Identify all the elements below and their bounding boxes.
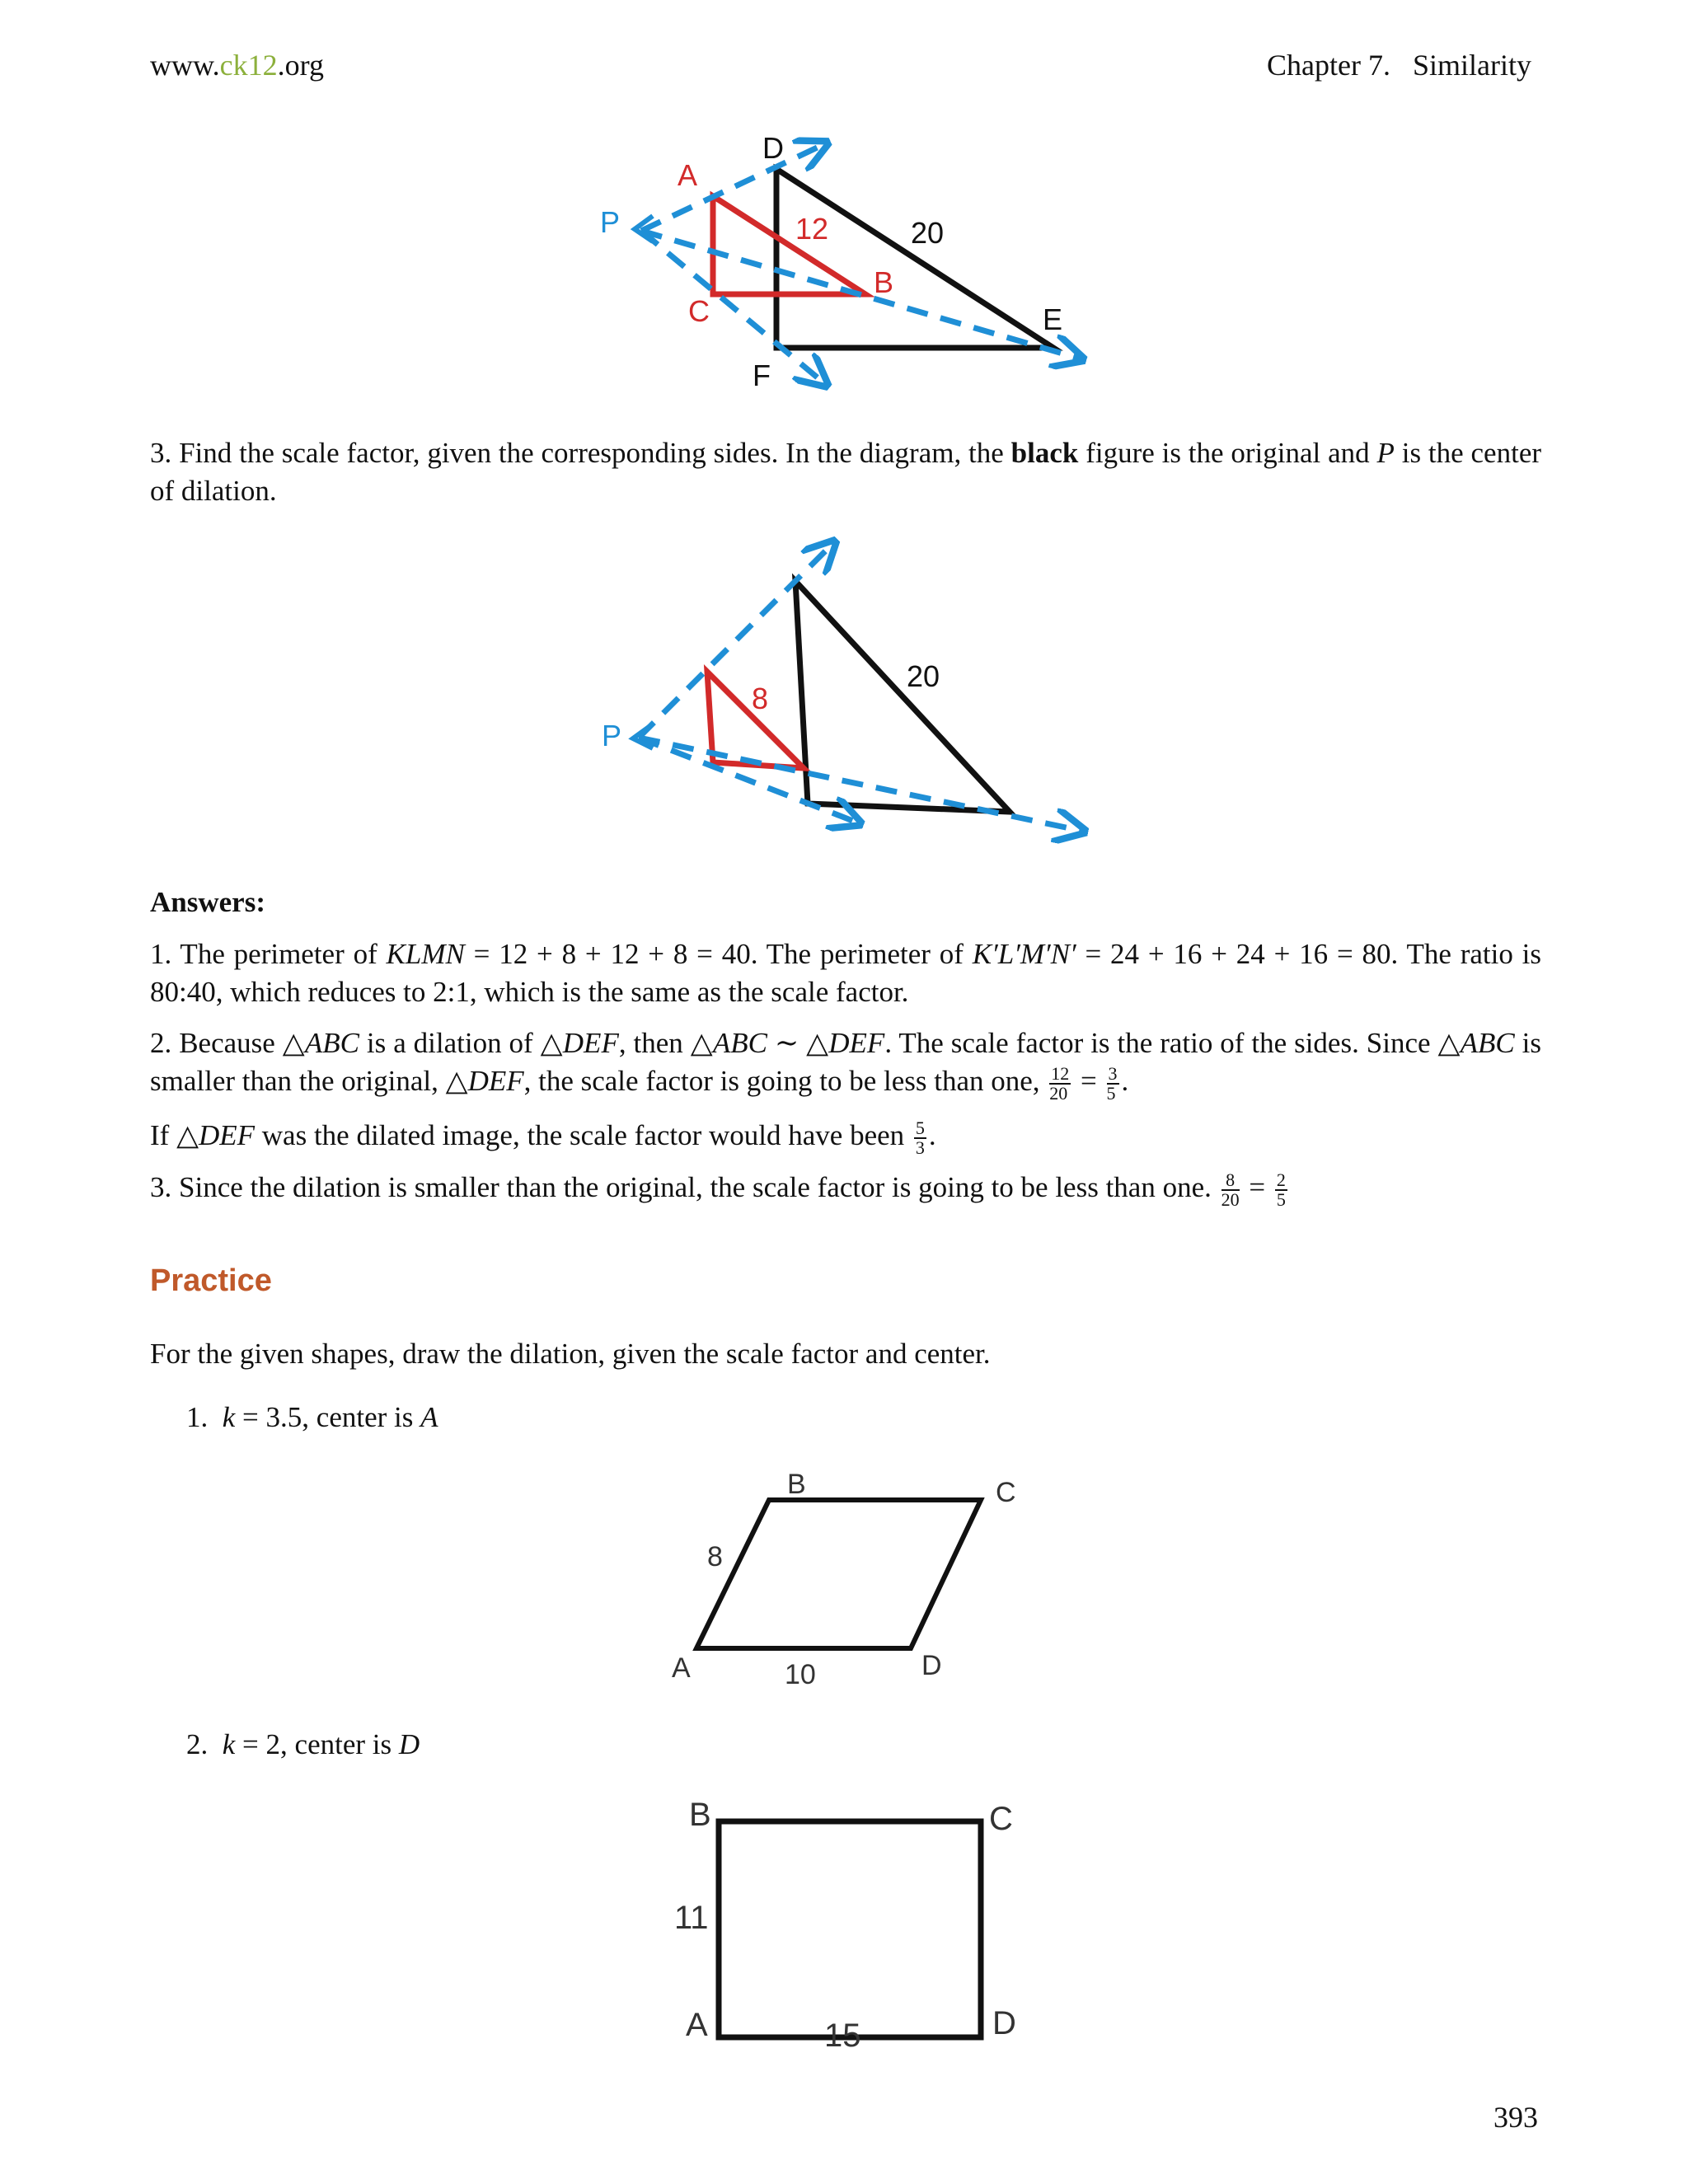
fraction-8-20: $\frac{8}{20}$: [1221, 1169, 1240, 1210]
fraction-12-20: $\frac{12}{20}$: [1049, 1062, 1070, 1104]
rectangle: [719, 1821, 981, 2037]
problem-3-text: 3. Find the scale factor, given the corresponding sides. In the diagram, the black figure is the original and P is the center of dilation.: [150, 437, 1542, 507]
label-p: P: [602, 719, 622, 752]
label-12: 12: [795, 212, 829, 246]
practice-intro: For the given shapes, draw the dilation, given the scale factor and center.: [150, 1338, 991, 1370]
label-20: 20: [911, 216, 945, 250]
label-e: E: [1043, 302, 1063, 336]
label-c: C: [989, 1801, 1013, 1837]
label-c: C: [688, 294, 710, 328]
label-p: P: [600, 205, 621, 239]
fraction-3-5: $\frac{3}{5}$: [1106, 1062, 1118, 1104]
parallelogram: [696, 1500, 981, 1648]
label-side-11: 11: [674, 1900, 709, 1936]
label-d: D: [762, 131, 784, 165]
site-url[interactable]: www.ck12.org: [150, 49, 324, 82]
answer-1: 1. The perimeter of KLMN = 12 + 8 + 12 + 8 = 40. The perimeter of K′L′M′N′ = 24 + 16 + 24 + 16 = 80. The ratio is 80:40, which reduces to 2:1, which is the same as the scale factor.: [150, 938, 1541, 1008]
dilation-figure-2: [577, 527, 1104, 849]
label-side-15: 15: [824, 2018, 861, 2054]
label-8: 8: [752, 682, 769, 715]
label-d: D: [992, 2005, 1016, 2041]
practice-item-2: 2. k = 2, center is D: [186, 1728, 420, 1760]
label-f: F: [753, 359, 771, 392]
practice-heading: Practice: [150, 1263, 272, 1298]
label-b: B: [787, 1469, 806, 1500]
triangle-def: [776, 169, 1053, 348]
answer-2: 2. Because △ABC is a dilation of △DEF, then △ABC ∼ △DEF. The scale factor is the ratio of the sides. Since △ABC is smaller than the original, △DEF, the scale factor is going to be less than one, $\frac{12}{20}$ = $\frac{3}{5}$ .: [150, 1027, 1541, 1104]
label-20: 20: [907, 659, 940, 693]
parallelogram-figure: [659, 1463, 1039, 1702]
label-b: B: [874, 265, 894, 299]
label-a: A: [678, 158, 698, 192]
answers-heading: Answers:: [150, 886, 265, 918]
page-number: 393: [1493, 2101, 1538, 2134]
label-side-8: 8: [707, 1541, 723, 1572]
label-b: B: [689, 1797, 711, 1833]
practice-item-1: 1. k = 3.5, center is A: [186, 1401, 438, 1433]
label-a: A: [672, 1652, 691, 1684]
chapter-title: Chapter 7. Similarity: [1267, 49, 1531, 82]
site-brand: ck12: [219, 49, 278, 82]
label-c: C: [996, 1477, 1016, 1508]
answer-2b: If △DEF was the dilated image, the scale factor would have been $\frac{5}{3}$ .: [150, 1117, 936, 1158]
dilation-rays: [639, 544, 1081, 831]
fraction-2-5: $\frac{2}{5}$: [1276, 1169, 1286, 1210]
label-a: A: [686, 2007, 708, 2043]
answer-3: 3. Since the dilation is smaller than the original, the scale factor is going to be less than one. $\frac{8}{20}$ = $\frac{2}{5}$: [150, 1169, 1286, 1210]
rectangle-figure: [659, 1788, 1039, 2060]
fraction-5-3: $\frac{5}{3}$: [915, 1117, 925, 1158]
dilation-figure-1: [577, 124, 1104, 404]
label-side-10: 10: [785, 1659, 816, 1690]
label-d: D: [921, 1650, 942, 1681]
